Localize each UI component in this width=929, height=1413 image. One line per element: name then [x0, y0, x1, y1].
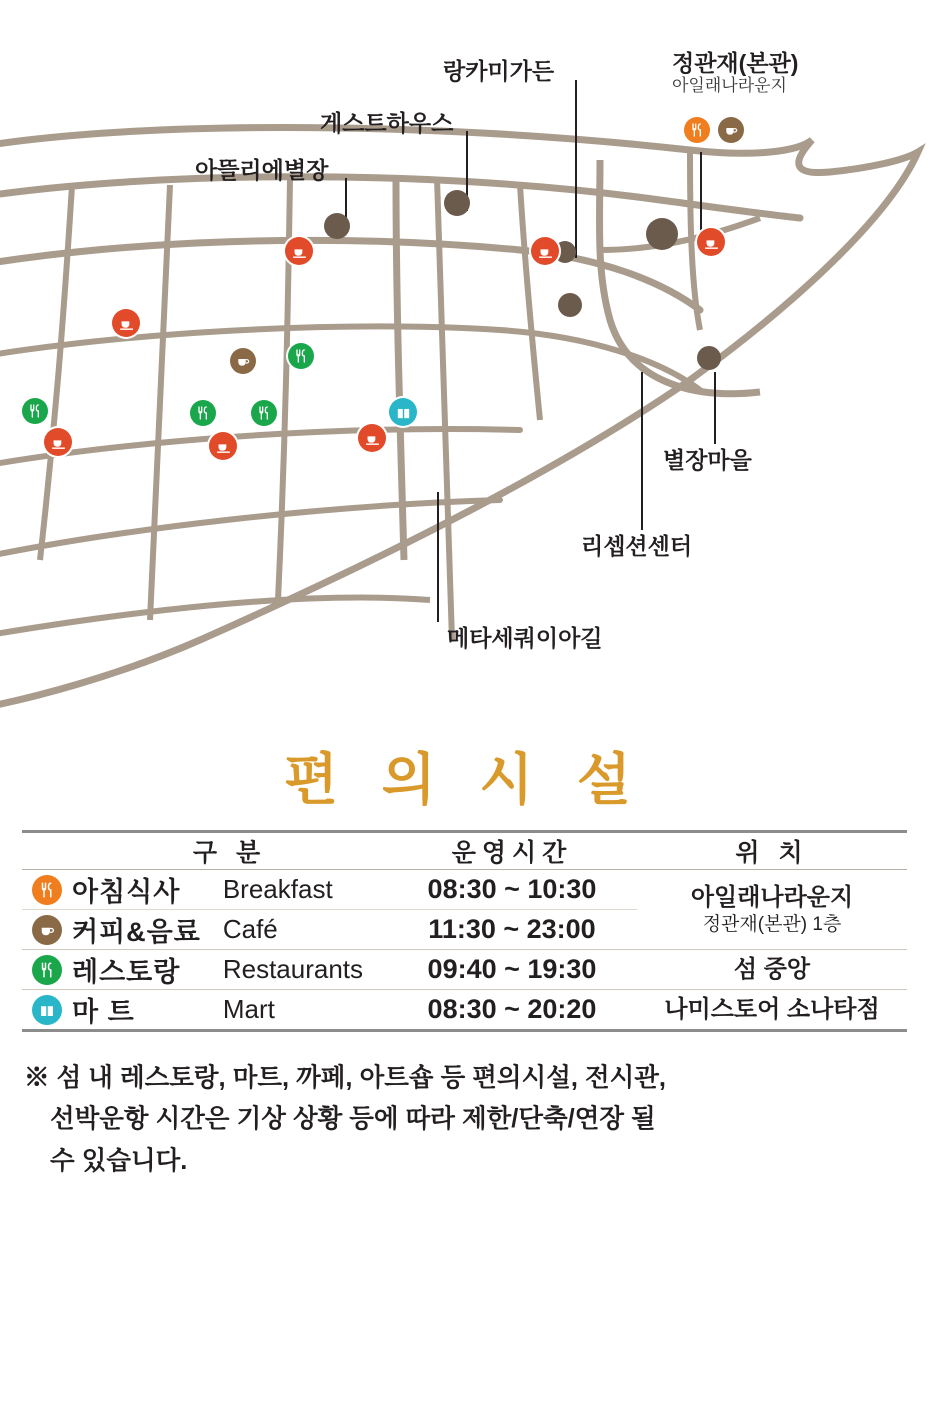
table-row: [22, 950, 907, 990]
map-poi-restaurant-green-icon[interactable]: [22, 398, 48, 424]
leader-line-village: [714, 372, 716, 444]
restaurant-icon: [22, 950, 72, 990]
row-location: 나미스토어 소나타점: [637, 990, 907, 1031]
map-label-guest-house: 게스트하우스: [320, 110, 454, 136]
footnote: [24, 1058, 905, 1182]
map-poi-restaurant-green-icon[interactable]: [251, 400, 277, 426]
map-label-langkawi-garden: 랑카미가든: [443, 58, 555, 84]
row-english-name: Café: [223, 910, 387, 950]
map-label-jeonggwanjae-main: 정관재(본관): [672, 50, 799, 76]
map-poi-restaurant-icon[interactable]: [285, 237, 313, 265]
map-poi-restaurant-icon[interactable]: [209, 432, 237, 460]
table-header-icon: [22, 832, 72, 870]
map-dot-guesthouse: [444, 190, 470, 216]
leader-line-metasequoia: [437, 492, 439, 622]
map-poi-mart-icon[interactable]: [389, 398, 417, 426]
footnote-line-3: 수 있습니다.: [50, 1146, 188, 1175]
map-poi-cafe-icon[interactable]: [230, 348, 256, 374]
facilities-table: [22, 830, 907, 1032]
row-english-name: Restaurants: [223, 950, 387, 990]
row-location-sub: 정관재(본관) 1층: [702, 913, 842, 935]
map-dot-jeonggwanjae: [646, 218, 678, 250]
map-poi-breakfast-icon[interactable]: [684, 117, 710, 143]
map-dot-atelier: [324, 213, 350, 239]
map-dot-village: [697, 346, 721, 370]
row-korean-name: 마 트: [72, 990, 223, 1031]
table-header-row: [22, 832, 907, 870]
map-poi-restaurant-icon[interactable]: [531, 237, 559, 265]
row-location: [637, 870, 907, 950]
row-english-name: Mart: [223, 990, 387, 1031]
table-header-category: 구 분: [72, 832, 387, 870]
row-hours: 08:30 ~ 20:20: [387, 990, 637, 1031]
map-poi-restaurant-green-icon[interactable]: [288, 343, 314, 369]
map-label-jeonggwanjae: [672, 50, 798, 96]
table-header-hours: 운영시간: [387, 832, 637, 870]
footnote-line-2: 선박운항 시간은 기상 상황 등에 따라 제한/단축/연장 될: [50, 1105, 656, 1134]
row-hours: 09:40 ~ 19:30: [387, 950, 637, 990]
row-english-name: Breakfast: [223, 870, 387, 910]
row-location: 섬 중앙: [637, 950, 907, 990]
map-label-reception-center: 리셉션센터: [581, 533, 693, 559]
leader-line-langkawi: [575, 80, 577, 258]
facilities-table-wrap: [0, 830, 929, 1032]
map-poi-restaurant-green-icon[interactable]: [190, 400, 216, 426]
row-location-main: 아일래나라운지: [690, 883, 854, 911]
row-korean-name: 커피&음료: [72, 910, 223, 950]
table-row: [22, 990, 907, 1031]
row-korean-name: 레스토랑: [72, 950, 223, 990]
map-poi-restaurant-icon[interactable]: [697, 228, 725, 256]
leader-line-jeonggwanjae: [700, 152, 702, 240]
map-label-metasequoia-road: 메타세쿼이아길: [447, 625, 603, 651]
map-poi-restaurant-icon[interactable]: [44, 428, 72, 456]
map-poi-cafe-icon[interactable]: [718, 117, 744, 143]
leader-line-reception: [641, 372, 643, 530]
page-title: 편 의 시 설: [283, 748, 646, 811]
table-row: [22, 870, 907, 910]
breakfast-icon: [22, 870, 72, 910]
map-label-byeoljang-village: 별장마을: [663, 447, 752, 473]
footnote-line-1: ※ 섬 내 레스토랑, 마트, 까페, 아트숍 등 편의시설, 전시관,: [24, 1064, 666, 1092]
map-label-jeonggwanjae-sub: 아일래나라운지: [672, 76, 787, 96]
map-poi-restaurant-icon[interactable]: [112, 309, 140, 337]
map-label-atelier-villa: 아뜰리에별장: [195, 157, 329, 183]
mart-icon: [22, 990, 72, 1031]
row-hours: 08:30 ~ 10:30: [387, 870, 637, 910]
map-dot-reception: [558, 293, 582, 317]
map-poi-restaurant-icon[interactable]: [358, 424, 386, 452]
table-header-location: 위 치: [637, 832, 907, 870]
row-hours: 11:30 ~ 23:00: [387, 910, 637, 950]
cafe-icon: [22, 910, 72, 950]
row-korean-name: 아침식사: [72, 870, 223, 910]
